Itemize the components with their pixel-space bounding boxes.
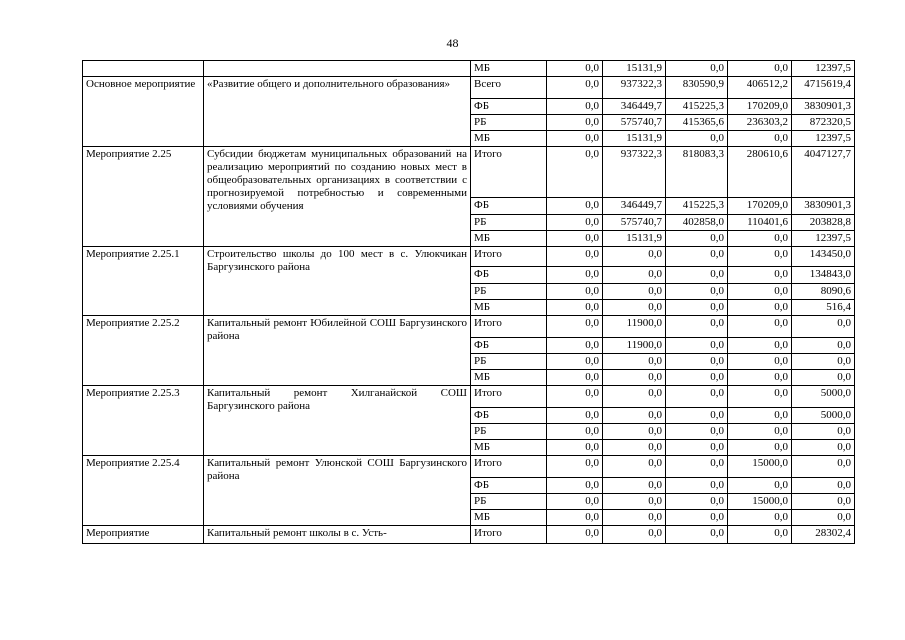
table-row <box>83 526 855 544</box>
amount-cell: 0,0 <box>666 354 728 370</box>
amount-cell: 0,0 <box>547 386 603 408</box>
amount-cell: 4047127,7 <box>792 147 855 198</box>
measure-description-cell: Строительство школы до 100 мест в с. Улюкчикан Баргузинского района <box>204 247 471 316</box>
table-row <box>83 386 855 408</box>
amount-cell: 0,0 <box>547 526 603 544</box>
measure-name-cell: Мероприятие 2.25.2 <box>83 316 204 386</box>
amount-cell: 0,0 <box>547 267 603 284</box>
amount-cell: 872320,5 <box>792 115 855 131</box>
amount-cell: 0,0 <box>603 284 666 300</box>
amount-cell: 0,0 <box>728 267 792 284</box>
measure-description-cell: Капитальный ремонт школы в с. Усть- <box>204 526 471 544</box>
amount-cell: 937322,3 <box>603 77 666 99</box>
amount-cell: 0,0 <box>666 440 728 456</box>
funding-source-cell: МБ <box>471 370 547 386</box>
amount-cell: 0,0 <box>728 300 792 316</box>
funding-source-cell: РБ <box>471 115 547 131</box>
amount-cell: 0,0 <box>547 424 603 440</box>
amount-cell: 0,0 <box>547 370 603 386</box>
amount-cell: 0,0 <box>547 440 603 456</box>
funding-source-cell: ФБ <box>471 408 547 424</box>
amount-cell: 12397,5 <box>792 131 855 147</box>
amount-cell: 5000,0 <box>792 408 855 424</box>
amount-cell: 0,0 <box>603 300 666 316</box>
amount-cell: 12397,5 <box>792 61 855 77</box>
amount-cell: 15000,0 <box>728 456 792 478</box>
amount-cell: 280610,6 <box>728 147 792 198</box>
measure-name-cell: Мероприятие 2.25.4 <box>83 456 204 526</box>
amount-cell: 575740,7 <box>603 215 666 231</box>
amount-cell: 15131,9 <box>603 131 666 147</box>
amount-cell: 0,0 <box>728 284 792 300</box>
amount-cell: 415225,3 <box>666 198 728 215</box>
amount-cell: 0,0 <box>603 408 666 424</box>
amount-cell: 0,0 <box>603 494 666 510</box>
amount-cell: 0,0 <box>666 300 728 316</box>
amount-cell: 0,0 <box>603 526 666 544</box>
amount-cell: 0,0 <box>666 424 728 440</box>
amount-cell: 15131,9 <box>603 61 666 77</box>
amount-cell: 406512,2 <box>728 77 792 99</box>
budget-table <box>82 60 855 544</box>
measure-name-cell: Мероприятие 2.25.1 <box>83 247 204 316</box>
amount-cell: 170209,0 <box>728 198 792 215</box>
amount-cell: 0,0 <box>666 247 728 267</box>
amount-cell: 0,0 <box>603 424 666 440</box>
funding-source-cell: РБ <box>471 354 547 370</box>
amount-cell: 0,0 <box>728 370 792 386</box>
amount-cell: 0,0 <box>547 147 603 198</box>
amount-cell: 0,0 <box>666 526 728 544</box>
measure-description-cell: «Развитие общего и дополнительного образования» <box>204 77 471 147</box>
amount-cell: 0,0 <box>547 215 603 231</box>
amount-cell: 0,0 <box>547 338 603 354</box>
amount-cell: 937322,3 <box>603 147 666 198</box>
amount-cell: 3830901,3 <box>792 198 855 215</box>
amount-cell: 818083,3 <box>666 147 728 198</box>
amount-cell: 0,0 <box>603 386 666 408</box>
amount-cell: 0,0 <box>728 408 792 424</box>
funding-source-cell: ФБ <box>471 478 547 494</box>
amount-cell: 0,0 <box>547 61 603 77</box>
amount-cell: 0,0 <box>547 316 603 338</box>
measure-name-cell <box>83 61 204 77</box>
amount-cell: 0,0 <box>728 231 792 247</box>
amount-cell: 134843,0 <box>792 267 855 284</box>
table-row <box>83 77 855 99</box>
amount-cell: 402858,0 <box>666 215 728 231</box>
amount-cell: 0,0 <box>547 198 603 215</box>
amount-cell: 0,0 <box>666 370 728 386</box>
amount-cell: 203828,8 <box>792 215 855 231</box>
measure-description-cell: Субсидии бюджетам муниципальных образований на реализацию мероприятий по созданию новых мест в общеобразовательных организациях в соответствии с прогнозируемой потребностью и современными условиями обучения <box>204 147 471 247</box>
funding-source-cell: Итого <box>471 386 547 408</box>
amount-cell: 0,0 <box>547 247 603 267</box>
amount-cell: 0,0 <box>728 526 792 544</box>
amount-cell: 0,0 <box>792 316 855 338</box>
amount-cell: 170209,0 <box>728 99 792 115</box>
amount-cell: 0,0 <box>666 316 728 338</box>
amount-cell: 0,0 <box>603 478 666 494</box>
amount-cell: 0,0 <box>603 440 666 456</box>
funding-source-cell: МБ <box>471 440 547 456</box>
amount-cell: 0,0 <box>603 354 666 370</box>
funding-source-cell: Итого <box>471 247 547 267</box>
amount-cell: 0,0 <box>666 338 728 354</box>
amount-cell: 0,0 <box>603 510 666 526</box>
amount-cell: 0,0 <box>792 338 855 354</box>
amount-cell: 0,0 <box>547 456 603 478</box>
table-row <box>83 247 855 267</box>
amount-cell: 0,0 <box>666 267 728 284</box>
funding-source-cell: МБ <box>471 510 547 526</box>
amount-cell: 0,0 <box>666 131 728 147</box>
amount-cell: 0,0 <box>666 61 728 77</box>
amount-cell: 0,0 <box>728 424 792 440</box>
amount-cell: 8090,6 <box>792 284 855 300</box>
amount-cell: 28302,4 <box>792 526 855 544</box>
measure-name-cell: Мероприятие 2.25 <box>83 147 204 247</box>
amount-cell: 5000,0 <box>792 386 855 408</box>
amount-cell: 0,0 <box>547 478 603 494</box>
amount-cell: 516,4 <box>792 300 855 316</box>
amount-cell: 0,0 <box>728 478 792 494</box>
amount-cell: 0,0 <box>728 316 792 338</box>
amount-cell: 415225,3 <box>666 99 728 115</box>
amount-cell: 0,0 <box>728 338 792 354</box>
amount-cell: 0,0 <box>792 424 855 440</box>
amount-cell: 0,0 <box>666 386 728 408</box>
funding-source-cell: РБ <box>471 284 547 300</box>
amount-cell: 3830901,3 <box>792 99 855 115</box>
amount-cell: 15131,9 <box>603 231 666 247</box>
amount-cell: 0,0 <box>547 284 603 300</box>
amount-cell: 0,0 <box>666 284 728 300</box>
table-row <box>83 316 855 338</box>
table-row <box>83 147 855 198</box>
amount-cell: 0,0 <box>547 510 603 526</box>
funding-source-cell: ФБ <box>471 338 547 354</box>
amount-cell: 0,0 <box>603 267 666 284</box>
amount-cell: 0,0 <box>603 247 666 267</box>
funding-source-cell: МБ <box>471 131 547 147</box>
amount-cell: 0,0 <box>603 370 666 386</box>
amount-cell: 11900,0 <box>603 316 666 338</box>
amount-cell: 0,0 <box>728 440 792 456</box>
amount-cell: 0,0 <box>792 478 855 494</box>
amount-cell: 0,0 <box>547 300 603 316</box>
amount-cell: 0,0 <box>666 478 728 494</box>
funding-source-cell: ФБ <box>471 99 547 115</box>
amount-cell: 346449,7 <box>603 99 666 115</box>
amount-cell: 0,0 <box>547 77 603 99</box>
amount-cell: 0,0 <box>792 370 855 386</box>
funding-source-cell: Итого <box>471 316 547 338</box>
amount-cell: 4715619,4 <box>792 77 855 99</box>
amount-cell: 0,0 <box>728 131 792 147</box>
measure-name-cell: Мероприятие <box>83 526 204 544</box>
amount-cell: 415365,6 <box>666 115 728 131</box>
amount-cell: 0,0 <box>547 408 603 424</box>
amount-cell: 15000,0 <box>728 494 792 510</box>
amount-cell: 0,0 <box>792 510 855 526</box>
measure-description-cell: Капитальный ремонт Юбилейной СОШ Баргузинского района <box>204 316 471 386</box>
table-row <box>83 61 855 77</box>
funding-source-cell: Всего <box>471 77 547 99</box>
amount-cell: 0,0 <box>728 510 792 526</box>
amount-cell: 575740,7 <box>603 115 666 131</box>
amount-cell: 11900,0 <box>603 338 666 354</box>
measure-name-cell: Основное мероприятие <box>83 77 204 147</box>
funding-source-cell: РБ <box>471 424 547 440</box>
amount-cell: 830590,9 <box>666 77 728 99</box>
funding-source-cell: Итого <box>471 147 547 198</box>
amount-cell: 0,0 <box>666 231 728 247</box>
funding-source-cell: Итого <box>471 456 547 478</box>
amount-cell: 0,0 <box>666 408 728 424</box>
amount-cell: 0,0 <box>792 456 855 478</box>
measure-description-cell <box>204 61 471 77</box>
amount-cell: 143450,0 <box>792 247 855 267</box>
amount-cell: 0,0 <box>547 354 603 370</box>
amount-cell: 0,0 <box>792 494 855 510</box>
page-number: 48 <box>446 36 459 50</box>
amount-cell: 0,0 <box>666 456 728 478</box>
funding-source-cell: Итого <box>471 526 547 544</box>
amount-cell: 0,0 <box>728 354 792 370</box>
amount-cell: 0,0 <box>547 231 603 247</box>
amount-cell: 0,0 <box>728 247 792 267</box>
amount-cell: 0,0 <box>603 456 666 478</box>
funding-source-cell: ФБ <box>471 198 547 215</box>
funding-source-cell: МБ <box>471 231 547 247</box>
amount-cell: 0,0 <box>547 494 603 510</box>
funding-source-cell: МБ <box>471 61 547 77</box>
funding-source-cell: РБ <box>471 494 547 510</box>
measure-name-cell: Мероприятие 2.25.3 <box>83 386 204 456</box>
amount-cell: 0,0 <box>728 386 792 408</box>
funding-source-cell: ФБ <box>471 267 547 284</box>
amount-cell: 12397,5 <box>792 231 855 247</box>
measure-description-cell: Капитальный ремонт Улюнской СОШ Баргузинского района <box>204 456 471 526</box>
amount-cell: 0,0 <box>792 354 855 370</box>
amount-cell: 0,0 <box>728 61 792 77</box>
amount-cell: 346449,7 <box>603 198 666 215</box>
amount-cell: 0,0 <box>547 115 603 131</box>
funding-source-cell: МБ <box>471 300 547 316</box>
budget-table-body <box>83 61 855 544</box>
amount-cell: 0,0 <box>666 510 728 526</box>
funding-source-cell: РБ <box>471 215 547 231</box>
table-row <box>83 456 855 478</box>
amount-cell: 0,0 <box>547 131 603 147</box>
measure-description-cell: Капитальный ремонт Хилганайской СОШ Баргузинского района <box>204 386 471 456</box>
amount-cell: 0,0 <box>792 440 855 456</box>
amount-cell: 0,0 <box>666 494 728 510</box>
amount-cell: 236303,2 <box>728 115 792 131</box>
amount-cell: 0,0 <box>547 99 603 115</box>
amount-cell: 110401,6 <box>728 215 792 231</box>
